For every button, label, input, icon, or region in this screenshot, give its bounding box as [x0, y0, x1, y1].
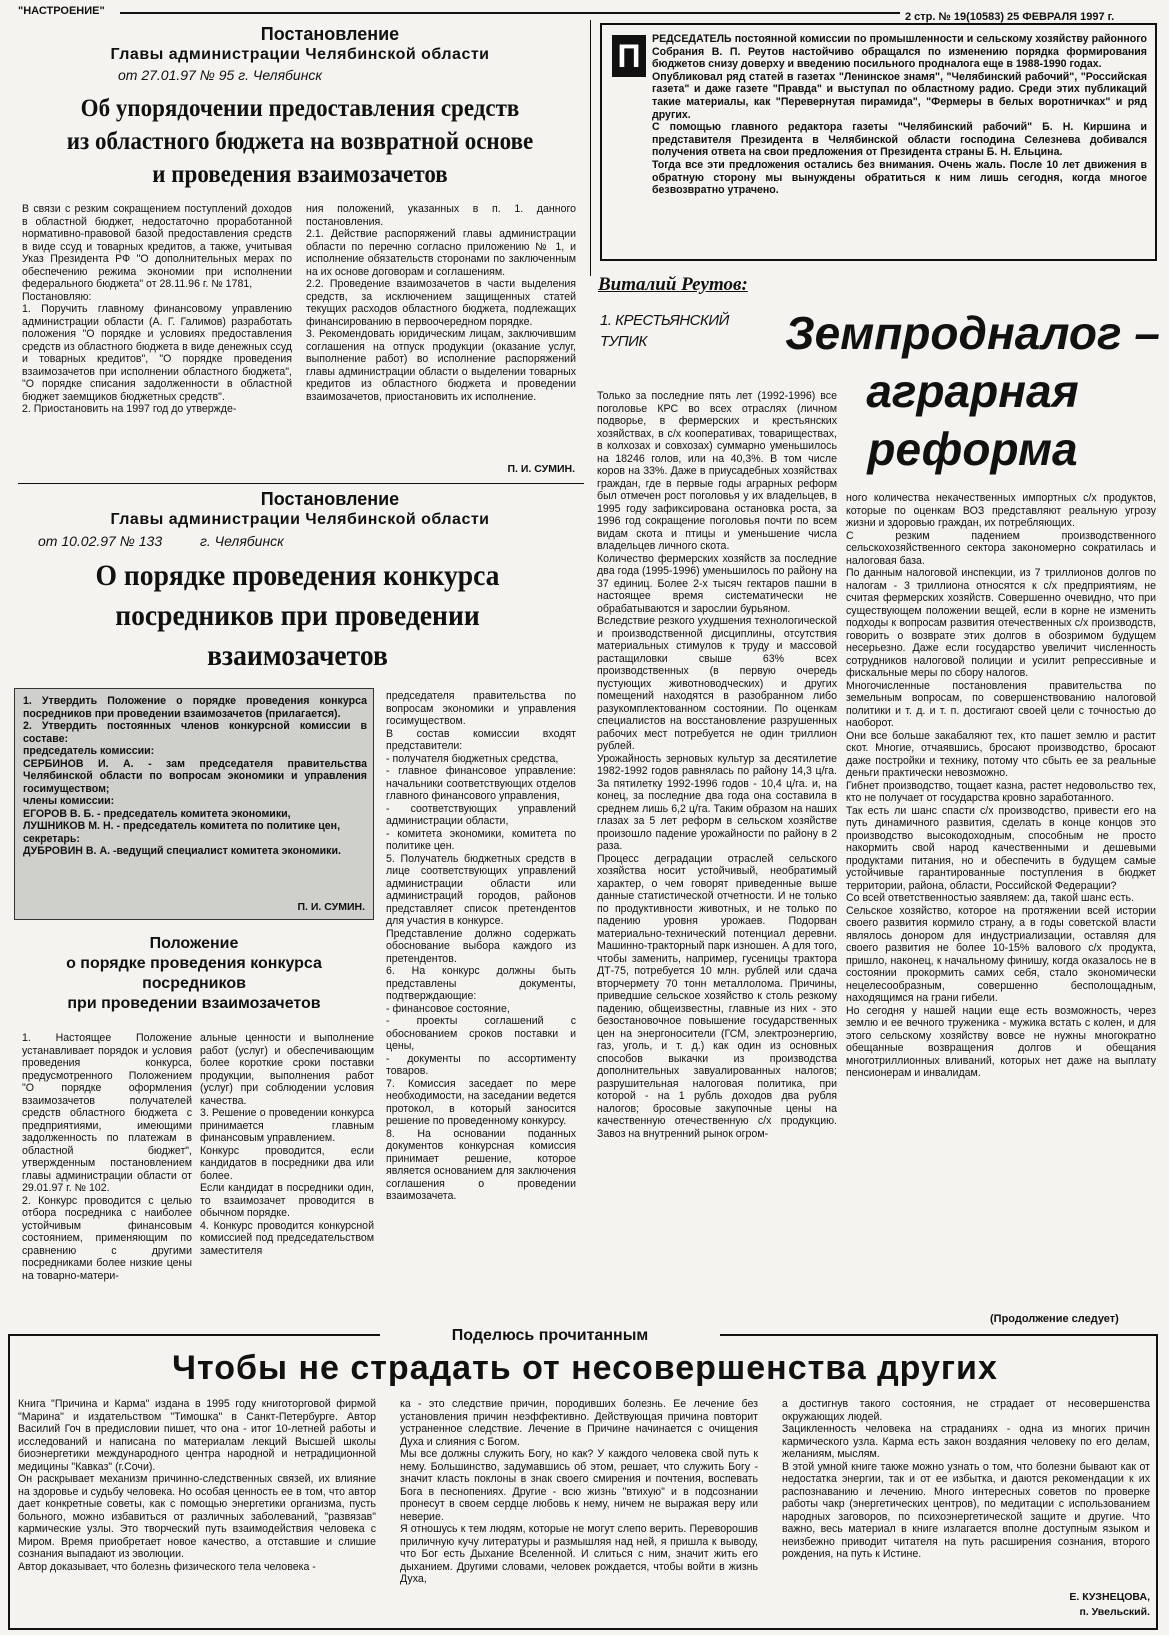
rubric-nastroenie: "НАСТРОЕНИЕ": [18, 5, 105, 17]
review-col3: а достигнув такого состояния, не страдает от несовершенства окружающих людей. Зацикленность человека на страданиях - одна из многих причин кармического узла. Карма есть закон воздаяния человеку по его делам, желаниям, мыслям. В этой умной книге также можно узнать о том, что болезни бывают как от недостатка энергии, так и от ее избытка, и даются рекомендации к их распознаванию и лечению. Много интересных советов по проверке работы чакр (энергетических центров), по медитации с использованием народных заговоров, по психоэнергетической защите и другие. Что важно, весь материал в книге излагается вполне доступным языком и неизбежно приводит читателя на путь расширения сознания, второго рождения, на путь к Истине.: [782, 1398, 1150, 1560]
resolution2-box: [14, 688, 374, 920]
review-rubric: Поделюсь прочитанным: [380, 1327, 720, 1345]
review-signature: Е. КУЗНЕЦОВА,: [1069, 1591, 1150, 1603]
resolution2-city: г. Челябинск: [200, 533, 284, 549]
reutov-col1: Только за последние пять лет (1992-1996) все поголовье КРС во всех отраслях (личном подворье, в фермерских и крестьянских хозяйствах, в с/х кооперативах, товариществах, в колхозах и совхозах) суммарно уменьшилось на 18246 голов, или на 40,3%. В том числе коров на 33%. Даже в приусадебных хозяйствах граждан, где в первые годы аграрных реформ был отмечен рост поголовья у их владельцев, в 1995 году зафиксирована остановка роста, за 1996 год сокращение поголовья почти по всем видам скота и птицы и уменьшение числа владельцев личного скота. Количество фермерских хозяйств за последние два года (1995-1996) уменьшилось по району на 37 единиц. Более 2-х тысяч гектаров пашни в настоящее время систематически не обрабатываются и зарослии бурьяном. Вследствие резкого ухудшения технологической и производственной дисциплины, отсутствия материальных стимулов к труду и массовой растащиловки свыше 63% всех производственных (в первую очередь пустующих животноводческих) и других помещений находятся в разобранном либо разукомплектованном состоянии. По оценкам специалистов на восстановление разрушенных рабочих мест потребуется не один триллион рублей. Урожайность зерновых культур за десятилетие 1982-1992 годов равнялась по району 14,3 ц/га. За пятилетку 1992-1996 годов - 10,4 ц/га. и, на конец, за последние два года она составила в среднем лишь 6,2 ц/га. Таким образом на наших глазах за 5 лет реформ в сельском хозяйстве произошло падение урожайности по району в 2 раза. Процесс деградации отраслей сельского хозяйства носит устойчивый, необратимый характер, о чем говорят приведенные выше данные статистической отчетности. И не только по продуктивности животных, и не только по падению уровня урожаев. Подорван материально-технический потенциал деревни. Машинно-тракторный парк изношен. А для того, чтобы заменить, например, гусеницы трактора ДТ-75, потребуется 10 млн. рублей или сдача вторчермету 70 тонн металлолома. Причины, приведшие сельское хозяйство к столь резкому падению, общеизвестны, главные из них - это безостановочное повышение государственных цен на энергоносители (ГСМ, электроэнергию, газ, уголь, и т. д.) как один из основных способов выкачки из производства дополнительных завуалированных налогов; разрушительная налоговая политика, при которой - на 1 рубль доходов два рубля налогов; бросовые закупочные цены на качественную отечественную с/х продукцию. Завоз на внутренний рынок огром-: [597, 390, 837, 1140]
resolution1-col2: ния положений, указанных в п. 1. данного постановления. 2.1. Действие распоряжений главы администрации области по перечню согласно приложению № 1, и исполнение обязательств сторонами по заключенным на их основе договорам и соглашениям. 2.2. Проведение взаимозачетов в части выделения средств, за исключением защищенных статей текущих расходов областного бюджета, подлежащих финансированию в первоочередном порядке. 3. Рекомендовать юридическим лицам, заключившим соглашения на отпуск продукции (оказание услуг, выполнение работ) во исполнение распоряжений главы администрации области о выделении товарных кредитов из областного бюджета и проведении взаимозачетов, приостановить их исполнение.: [306, 203, 576, 403]
regulation-heading: Положение о порядке проведения конкурса посредников при проведении взаимозачетов: [66, 935, 322, 1012]
resolution2-authority: Главы администрации Челябинской области: [110, 511, 490, 528]
resolution1-signature: П. И. СУМИН.: [507, 463, 575, 475]
resolution2-box-text: 1. Утвердить Положение о порядке проведения конкурса посредников при проведении взаимозачетов (прилагается). 2. Утвердить постоянных членов конкурсной комиссии в составе: председатель комиссии: СЕРБИНОВ И. А. - зам председателя правительства Челябинской области по вопросам экономики и управления госимуществом; члены комиссии: ЕГОРОВ В. Б. - председатель комитета экономики, ЛУШНИКОВ М. Н. - председатель комитета по политике цен, секретарь: ДУБРОВИН В. А. -ведущий специалист комитета экономики.: [23, 695, 367, 857]
review-place: п. Увельский.: [1079, 1606, 1150, 1618]
chairman-box-text: РЕДСЕДАТЕЛЬ постоянной комиссии по промышленности и сельскому хозяйству районного Собрания В. П. Реутов настойчиво обращался по изменению порядка формирования бюджетов снизу доверху и введению посильного продналога еще в 1988-1990 годах. Опубликовал ряд статей в газетах "Ленинское знамя", "Челябинский рабочий", "Российская газета" и даже газете "Правда" и выступал по областному радио. Среди этих публикаций такие материалы, как "Перевернутая пирамида", "Фермеры в белых воротничках" и ряд других. С помощью главного редактора газеты "Челябинский рабочий" Б. Н. Киршина и представителя Президента в Челябинской области господина Селезнева добивался получения ответа на свои предложения от Президента страны Б. Н. Ельцина. Тогда все эти предложения остались без внимания. Очень жаль. После 10 лет движения в обратную сторону мы вынуждены обратиться к ним лишь сегодня, когда многое безвозвратно утрачено.: [652, 33, 1147, 197]
resolution1-authority: Главы администрации Челябинской области: [110, 46, 490, 63]
reutov-section: 1. КРЕСТЬЯНСКИЙ ТУПИК: [600, 312, 729, 350]
reutov-title: Земпродналог – аграрная реформа: [785, 307, 1160, 475]
drop-cap-letter: П: [617, 38, 641, 74]
review-col1: Книга "Причина и Карма" издана в 1995 году книготорговой фирмой "Марина" и издательством "Тимошка" в Санкт-Петербурге. Автор Василий Гоч в предисловии пишет, что она - итог 10-летней работы и исследований и написана по материалам лекций Высшей школы биоэнергетики международного центра народной и нетрадиционной медицины "Кавказ" (г.Сочи). Он раскрывает механизм причинно-следственных связей, их влияние на здоровье и судьбу человека. Но особая ценность ее в том, что автор дает конкретные советы, как с помощью энергетики организма, пусть больного, можно избавиться от различных заболеваний, "развязав" кармические узлы. Это творческий путь взаимодействия человека с Миром. Время приобретает новое качество, а отставшие и слишие сознания выпадают из эволюции. Автор доказывает, что болезнь физического тела человека -: [18, 1398, 376, 1573]
resolution2-col-right: председателя правительства по вопросам экономики и управления госимуществом. В состав комиссии входят представители: - получателя бюджетных средства, - главное финансовое управление: начальники соответствующих отделов главного финансового управления, - соответствующих управлений администрации области, - комитета экономики, комитета по политике цен. 5. Получатель бюджетных средств в лице соответствующих управлений администрации области или администраций городов, районов представляет список претендентов для участия в конкурсе. Представление должно содержать обоснование выбора каждого из претендентов. 6. На конкурс должны быть представлены документы, подтверждающие: - финансовое состояние, - проекты соглашений с обоснованием сроков поставки и цены, - документы по ассортименту товаров. 7. Комиссия заседает по мере необходимости, на заседании ведется протокол, в который заносится решение по проведенному конкурсу. 8. На основании поданных документов конкурсная комиссия принимает решение, которое является основанием для заключения соглашения о проведении взаимозачета.: [386, 690, 576, 1202]
resolution1-kicker: Постановление: [260, 24, 400, 44]
chairman-box: [600, 23, 1157, 261]
review-title: Чтобы не страдать от несовершенства других: [172, 1349, 998, 1387]
page-info: 2 стр. № 19(10583) 25 ФЕВРАЛЯ 1997 г.: [905, 11, 1115, 23]
regulation-col1: 1. Настоящее Положение устанавливает порядок и условия проведения конкурса, предусмотренного Положением "О порядке оформления взаимозачетов получателей средств областного бюджета с предприятиями, имеющими задолженность по платежам в областной бюджет", утвержденным постановлением главы администрации области от 29.01.97 г. № 102. 2. Конкурс проводится с целью отбора посредника с наиболее устойчивым финансовым состоянием, применяющим по сравнению с другими посредниками более низкие цены на товарно-матери-: [22, 1032, 192, 1282]
divider-left-vertical: [590, 20, 591, 276]
resolution2-box-signature: П. И. СУМИН.: [297, 901, 365, 913]
resolution1-title: Об упорядочении предоставления средств из областного бюджета на возвратной основе и проведения взаимозачетов: [66, 95, 534, 188]
reutov-col2: ного количества некачественных импортных с/х продуктов, которые по оценкам ВОЗ представляют реальную угрозу жизни и здоровью граждан, их потребляющих. С резким падением производственного сельскохозяйственного сектора закономерно сократилась и налоговая база. По данным налоговой инспекции, из 7 триллионов долгов по налогам - 3 триллиона относятся к с/х предприятиям, не считая фермерских хозяйств. Совершенно очевидно, что при существующем положении вещей, если в корне не изменить подходы к вопросам развития отечественных с/х производств, говорить о возврате этих долгов в обозримом будущем несерьезно. Даже если государство увеличит численность сотрудников налоговой полиции и усилит репрессивные и фискальные меры по сбору налогов. Многочисленные постановления правительства по земельным вопросам, по совершенствованию налоговой политики и т. д. и т. п. достигают своей цели с точностью до наоборот. Они все больше закабаляют тех, кто пашет землю и растит скот. Многие, отчаявшись, бросают производство, бросают даже постройки и технику, потому что сбыть ее за реальные деньги практически невозможно. Гибнет производство, тощает казна, растет недовольство тех, кто не получает от государства кровно заработанного. Так есть ли шанс спасти с/х производство, привести его на путь динамичного развития, сделать в конце концов это производство высокодоходным, способным не просто накормить свой народ качественными и дешевыми продуктами питания, но и обеспечить в будущем самые устойчивые гарантированные поступления в бюджет территории, района, области, Российской Федерации? Со всей ответственностью заявляем: да, такой шанс есть. Сельское хозяйство, которое на протяжении всей истории своего развития кормило страну, а в годы советской власти являлось донором для индустриализации, оставляя для своего развития не более 10-15% валового с/х продукта, пришло, наконец, к начальному финишу, когда оказалось не в состоянии прокормить самих себя, стало экономически нецелесообразным, совершенно бесполощадным, находящимся на грани гибели. Но сегодня у нашей нации еще есть возможность, через землю и ее вечного труженика - мужика встать с колен, и для этого сельскому хозяйству вовсе не нужны многократно обещанные возвращения долгов и обещания многотриллионных вливаний, которых нет даже на выплату пенсионерам и инвалидам.: [846, 492, 1156, 1079]
drop-cap: [612, 35, 646, 77]
reutov-continued: (Продолжение следует): [990, 1313, 1119, 1325]
resolution1-col1: В связи с резким сокращением поступлений доходов в областной бюджет, недостаточно проработанной нормативно-правовой базой предоставления средств в виде ссуд и товарных кредитов, а также, учитывая Указ Президента РФ "О дополнительных мерах по обеспечению режима экономии при исполнении федерального бюджета" от 28.11.96 г. № 1781, Постановляю: 1. Поручить главному финансовому управлению администрации области (А. Г. Галимов) разработать положения "О порядке и условиях предоставления средств из областного бюджета в виде денежных ссуд и товарных кредитов", "О порядке проведения взаимозачетов при исполнении областного бюджета", "О порядке списания задолженности в областной бюджет заемщиков бюджетных средств". 2. Приостановить на 1997 год до утвержде-: [22, 203, 292, 415]
reutov-author: Виталий Реутов:: [598, 274, 748, 295]
resolution2-kicker: Постановление: [260, 489, 400, 509]
resolution2-date: от 10.02.97 № 133: [38, 533, 163, 549]
header-rule: [120, 12, 900, 14]
review-col2: ка - это следствие причин, породивших болезнь. Ее лечение без установления причин неэффективно. Действующая причина повторит устраненное следствие. Лечение в Причине начинается с очищения Духа и слияния с Богом. Мы все должны служить Богу, но как? У каждого человека свой путь к нему. Большинство, задумавшись об этом, решает, что служить Богу - значит класть поклоны в знак своего смирения и почтения, воспевать Бога в песнопениях. Другие - всю жизнь "втихую" и в подсознании пронесут в своем сердце любовь к нему, ничем не выражая веру или неверие. Я отношусь к тем людям, которые не могут слепо верить. Переворошив приличную кучу литературы и размышляя над ней, я пришла к выводу, что Бог есть Дыхание Вселенной. И слиться с ним, значит жить его дыханием. Другими словами, человек рождается, чтобы войти в жизнь Духа,: [400, 1398, 758, 1585]
divider-res2-top: [18, 483, 584, 484]
resolution2-title: О порядке проведения конкурса посредников при проведении взаимозачетов: [95, 559, 500, 672]
regulation-col2: альные ценности и выполнение работ (услуг) и обеспечивающим более короткие сроки поставки продукции, выполнения работ (услуг) при соблюдении условия качества. 3. Решение о проведении конкурса принимается главным финансовым управлением. Конкурс проводится, если кандидатов в посредники два или более. Если кандидат в посредники один, то взаимозачет проводится в обычном порядке. 4. Конкурс проводится конкурсной комиссией под председательством заместителя: [200, 1032, 374, 1257]
resolution1-date: от 27.01.97 № 95 г. Челябинск: [118, 67, 323, 83]
